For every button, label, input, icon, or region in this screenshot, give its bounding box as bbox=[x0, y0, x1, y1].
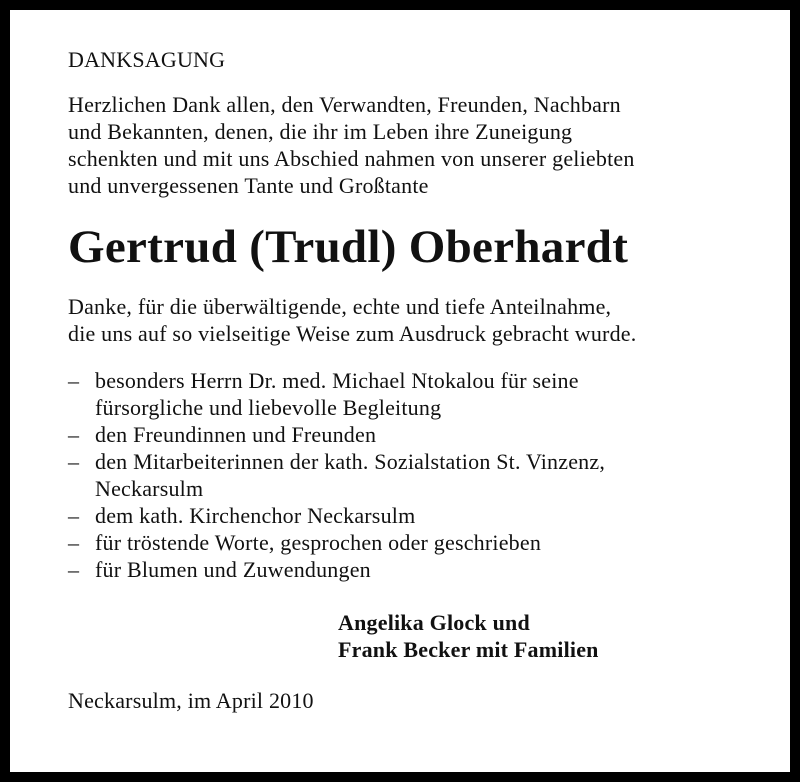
list-item bbox=[68, 556, 788, 583]
deceased-name: Gertrud (Trudl) Oberhardt bbox=[68, 221, 629, 273]
list-item-text: den Mitarbeiterinnen der kath. Sozialstation St. Vinzenz, bbox=[95, 449, 606, 474]
dash: – bbox=[68, 530, 80, 555]
intro-line: und Bekannten, denen, die ihr im Leben ihre Zuneigung bbox=[68, 119, 573, 144]
signature-line: Angelika Glock und bbox=[338, 610, 530, 635]
list-item bbox=[68, 421, 788, 448]
notice-content bbox=[68, 46, 788, 714]
signature-line: Frank Becker mit Familien bbox=[338, 637, 599, 662]
list-item-text: besonders Herrn Dr. med. Michael Ntokalou für seine bbox=[95, 368, 579, 393]
dash: – bbox=[68, 503, 80, 528]
place-date: Neckarsulm, im April 2010 bbox=[68, 688, 314, 713]
list-item-text: fürsorgliche und liebevolle Begleitung bbox=[95, 395, 442, 420]
list-item-text: dem kath. Kirchenchor Neckarsulm bbox=[95, 503, 416, 528]
list-item bbox=[68, 367, 788, 421]
dash: – bbox=[68, 422, 80, 447]
dash: – bbox=[68, 449, 80, 474]
list-item-text: für Blumen und Zuwendungen bbox=[95, 557, 371, 582]
intro-paragraph bbox=[68, 91, 788, 199]
intro-line: und unvergessenen Tante und Großtante bbox=[68, 173, 429, 198]
list-item bbox=[68, 448, 788, 502]
thanks-paragraph bbox=[68, 293, 788, 347]
thanks-list bbox=[68, 367, 788, 583]
intro-line: schenkten und mit uns Abschied nahmen von unserer geliebten bbox=[68, 146, 635, 171]
thanks-line: die uns auf so vielseitige Weise zum Ausdruck gebracht wurde. bbox=[68, 321, 637, 346]
list-item bbox=[68, 529, 788, 556]
signature bbox=[338, 609, 788, 663]
list-item bbox=[68, 502, 788, 529]
list-item-text: Neckarsulm bbox=[95, 476, 204, 501]
list-item-text: den Freundinnen und Freunden bbox=[95, 422, 377, 447]
heading: DANKSAGUNG bbox=[68, 47, 226, 72]
dash: – bbox=[68, 557, 80, 582]
dash: – bbox=[68, 368, 80, 393]
intro-line: Herzlichen Dank allen, den Verwandten, Freunden, Nachbarn bbox=[68, 92, 621, 117]
list-item-text: für tröstende Worte, gesprochen oder geschrieben bbox=[95, 530, 542, 555]
thanks-line: Danke, für die überwältigende, echte und tiefe Anteilnahme, bbox=[68, 294, 612, 319]
